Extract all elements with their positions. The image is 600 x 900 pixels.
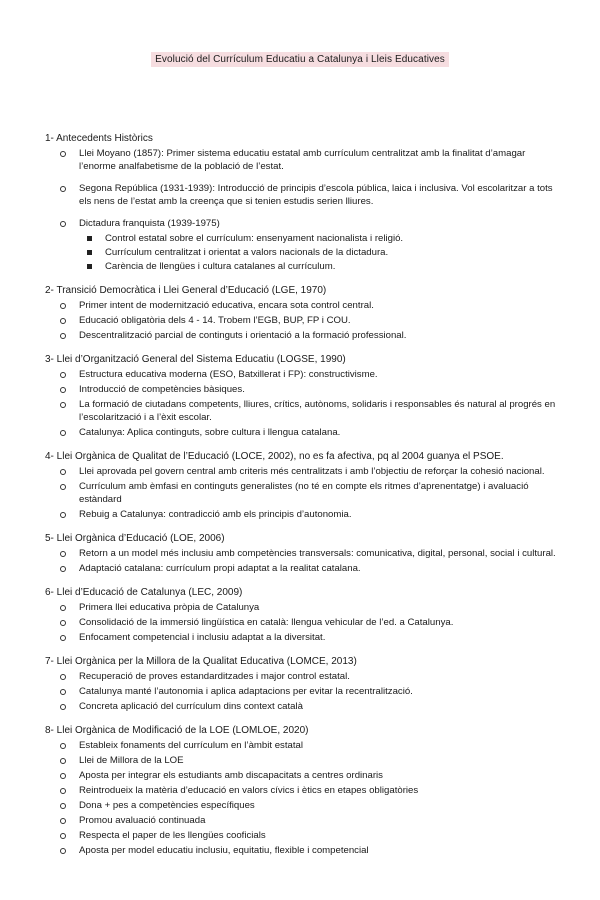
circle-bullet-icon <box>60 186 66 192</box>
title-container <box>0 52 600 67</box>
circle-bullet-icon <box>60 566 66 572</box>
section-1 <box>45 132 557 273</box>
circle-bullet-icon <box>60 743 66 749</box>
section-3 <box>45 353 557 439</box>
list-item <box>45 329 557 342</box>
list-item <box>45 829 557 842</box>
circle-bullet-icon <box>60 303 66 309</box>
circle-bullet-icon <box>60 833 66 839</box>
circle-bullet-icon <box>60 151 66 157</box>
circle-bullet-icon <box>60 803 66 809</box>
section-heading: 7- Llei Orgànica per la Millora de la Qualitat Educativa (LOMCE, 2013) <box>45 656 357 667</box>
circle-bullet-icon <box>60 788 66 794</box>
circle-bullet-icon <box>60 484 66 490</box>
section-7 <box>45 655 557 713</box>
list-item-text: Adaptació catalana: currículum propi adaptat a la realitat catalana. <box>79 563 361 574</box>
sub-list-item-text: Currículum centralitzat i orientat a valors nacionals de la dictadura. <box>105 247 389 258</box>
sub-list-item-text: Control estatal sobre el currículum: ensenyament nacionalista i religió. <box>105 233 404 244</box>
list-item <box>45 508 557 521</box>
list-item-text: Promou avaluació continuada <box>79 815 206 826</box>
list-item <box>45 601 557 614</box>
list-item-text: Primer intent de modernització educativa, encara sota control central. <box>79 300 374 311</box>
list-item <box>45 685 557 698</box>
list-item-text: Llei de Millora de la LOE <box>79 755 184 766</box>
sub-list-item <box>45 246 557 259</box>
list-item-text: Segona República (1931-1939): Introducció de principis d’escola pública, laica i inclusiva. Vol escolaritzar a tots els nens de l’estat amb la creença que si tenien estudis serien lliures. <box>79 183 553 207</box>
section-8 <box>45 724 557 857</box>
section-2 <box>45 284 557 342</box>
bullet-list <box>45 299 557 342</box>
section-heading: 4- Llei Orgànica de Qualitat de l’Educació (LOCE, 2002), no es fa afectiva, pq al 2004 guanya el PSOE. <box>45 451 504 462</box>
circle-bullet-icon <box>60 469 66 475</box>
sub-list-item <box>45 232 557 245</box>
list-item <box>45 814 557 827</box>
list-item-text: Llei Moyano (1857): Primer sistema educatiu estatal amb currículum centralitzat amb la finalitat d’amagar l’enorme analfabetisme de la població de l’estat. <box>79 148 526 172</box>
list-item-text: Catalunya manté l’autonomia i aplica adaptacions per evitar la recentralització. <box>79 686 413 697</box>
list-item <box>45 670 557 683</box>
circle-bullet-icon <box>60 387 66 393</box>
list-item-text: Primera llei educativa pròpia de Catalunya <box>79 602 260 613</box>
list-item-text: Concreta aplicació del currículum dins context català <box>79 701 303 712</box>
list-item <box>45 480 557 506</box>
list-item-text: La formació de ciutadans competents, lliures, crítics, autònoms, solidaris i responsables és natural al progrés en l’escolarització i a l’èxit escolar. <box>79 399 556 423</box>
list-item <box>45 383 557 396</box>
list-item-text: Llei aprovada pel govern central amb criteris més centralitzats i amb l’objectiu de reforçar la cohesió nacional. <box>79 466 545 477</box>
list-item <box>45 844 557 857</box>
square-bullet-icon <box>87 236 92 241</box>
section-6 <box>45 586 557 644</box>
circle-bullet-icon <box>60 773 66 779</box>
circle-bullet-icon <box>60 402 66 408</box>
list-item <box>45 700 557 713</box>
circle-bullet-icon <box>60 689 66 695</box>
circle-bullet-icon <box>60 635 66 641</box>
list-item-text: Enfocament competencial i inclusiu adaptat a la diversitat. <box>79 632 326 643</box>
bullet-list <box>45 601 557 644</box>
list-item <box>45 314 557 327</box>
list-item <box>45 631 557 644</box>
list-item-text: Aposta per model educatiu inclusiu, equitatiu, flexible i competencial <box>79 845 369 856</box>
section-heading: 6- Llei d’Educació de Catalunya (LEC, 2009) <box>45 587 243 598</box>
circle-bullet-icon <box>60 848 66 854</box>
list-item <box>45 784 557 797</box>
square-bullet-icon <box>87 250 92 255</box>
list-item <box>45 616 557 629</box>
square-bullet-icon <box>87 264 92 269</box>
section-heading: 1- Antecedents Històrics <box>45 133 153 144</box>
list-item-text: Aposta per integrar els estudiants amb discapacitats a centres ordinaris <box>79 770 383 781</box>
section-heading: 8- Llei Orgànica de Modificació de la LOE (LOMLOE, 2020) <box>45 725 309 736</box>
list-item <box>45 368 557 381</box>
list-item <box>45 299 557 312</box>
circle-bullet-icon <box>60 430 66 436</box>
list-item <box>45 465 557 478</box>
list-item-text: Catalunya: Aplica continguts, sobre cultura i llengua catalana. <box>79 427 341 438</box>
list-item-text: Introducció de competències bàsiques. <box>79 384 245 395</box>
list-item <box>45 799 557 812</box>
list-item <box>45 739 557 752</box>
bullet-list <box>45 670 557 713</box>
list-item-text: Dictadura franquista (1939-1975) <box>79 218 220 229</box>
list-item <box>45 769 557 782</box>
section-5 <box>45 532 557 575</box>
list-item-text: Educació obligatòria dels 4 - 14. Trobem l’EGB, BUP, FP i COU. <box>79 315 351 326</box>
list-item-text: Consolidació de la immersió lingüística en català: llengua vehicular de l’ed. a Catalunya. <box>79 617 454 628</box>
circle-bullet-icon <box>60 551 66 557</box>
section-heading: 2- Transició Democràtica i Llei General d’Educació (LGE, 1970) <box>45 285 327 296</box>
list-item-text: Rebuig a Catalunya: contradicció amb els principis d’autonomia. <box>79 509 352 520</box>
list-item-text: Currículum amb èmfasi en continguts generalistes (no té en compte els ritmes d’aprenentatge) i avaluació estàndard <box>79 481 529 505</box>
circle-bullet-icon <box>60 318 66 324</box>
bullet-list <box>45 465 557 521</box>
list-item <box>45 182 557 208</box>
list-item <box>45 398 557 424</box>
list-item <box>45 147 557 173</box>
list-item <box>45 547 557 560</box>
list-item <box>45 217 557 273</box>
circle-bullet-icon <box>60 620 66 626</box>
list-item-text: Estructura educativa moderna (ESO, Batxillerat i FP): constructivisme. <box>79 369 378 380</box>
document-body <box>45 132 557 868</box>
list-item <box>45 426 557 439</box>
circle-bullet-icon <box>60 704 66 710</box>
list-item-text: Retorn a un model més inclusiu amb competències transversals: comunicativa, digital, personal, social i cultural. <box>79 548 556 559</box>
bullet-list <box>45 368 557 439</box>
sub-list-item-text: Carència de llengües i cultura catalanes al currículum. <box>105 261 336 272</box>
list-item-text: Respecta el paper de les llengües cooficials <box>79 830 266 841</box>
list-item <box>45 754 557 767</box>
section-4 <box>45 450 557 521</box>
bullet-list <box>45 147 557 273</box>
circle-bullet-icon <box>60 605 66 611</box>
list-item <box>45 562 557 575</box>
circle-bullet-icon <box>60 818 66 824</box>
list-item-text: Reintrodueix la matèria d’educació en valors cívics i ètics en etapes obligatòries <box>79 785 419 796</box>
list-item-text: Descentralització parcial de continguts i orientació a la formació professional. <box>79 330 407 341</box>
bullet-list <box>45 547 557 575</box>
circle-bullet-icon <box>60 372 66 378</box>
document-title: Evolució del Currículum Educatiu a Catalunya i Lleis Educatives <box>151 52 449 67</box>
circle-bullet-icon <box>60 758 66 764</box>
section-heading: 5- Llei Orgànica d’Educació (LOE, 2006) <box>45 533 225 544</box>
section-heading: 3- Llei d’Organització General del Sistema Educatiu (LOGSE, 1990) <box>45 354 346 365</box>
sub-list-item <box>45 260 557 273</box>
circle-bullet-icon <box>60 221 66 227</box>
list-item-text: Estableix fonaments del currículum en l’àmbit estatal <box>79 740 303 751</box>
circle-bullet-icon <box>60 333 66 339</box>
sub-bullet-list <box>45 232 557 273</box>
list-item-text: Dona + pes a competències específiques <box>79 800 255 811</box>
list-item-text: Recuperació de proves estandarditzades i major control estatal. <box>79 671 350 682</box>
bullet-list <box>45 739 557 857</box>
circle-bullet-icon <box>60 512 66 518</box>
circle-bullet-icon <box>60 674 66 680</box>
